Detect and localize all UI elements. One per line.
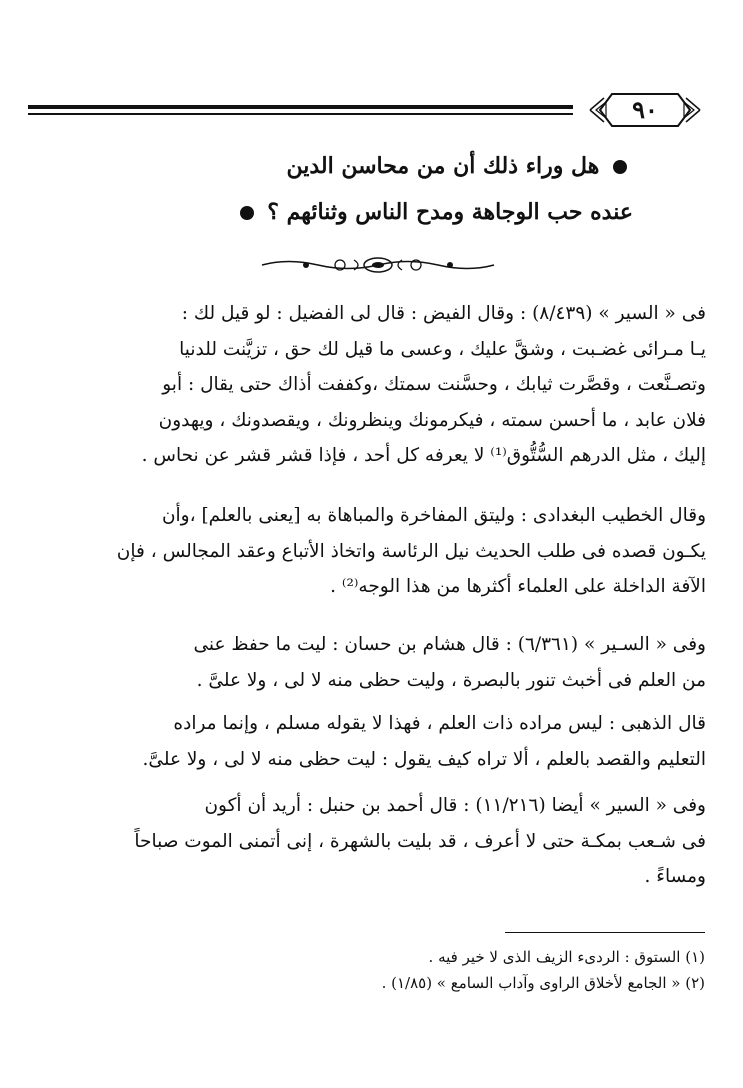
paragraph-line: إليك ، مثل الدرهم السُّتُّوق⁽¹⁾ لا يعرفه كل أحد ، فإذا قشر قشر عن نحاس .: [141, 445, 706, 466]
header-rule-thick: [28, 105, 573, 109]
footnote-2: (٢) « الجامع لأخلاق الراوى وآداب السامع » (١/٨٥) .: [381, 974, 705, 992]
footnotes: [145, 944, 705, 996]
page-number: ٩٠: [632, 95, 658, 124]
paragraph-line: التعليم والقصد بالعلم ، ألا تراه كيف يقول : ليت حظى منه لا لى ، ولا علىَّ.: [142, 748, 706, 770]
paragraph-2: [44, 498, 706, 605]
paragraph-5: [44, 788, 706, 895]
paragraph-3: [44, 627, 706, 698]
paragraph-line: يكـون قصده فى طلب الحديث نيل الرئاسة واتخاذ الأتباع وعقد المجالس ، فإن: [116, 540, 706, 562]
page-header: [28, 86, 720, 136]
footnote-1: (١) الستوق : الردىء الزيف الذى لا خير فيه .: [428, 948, 705, 966]
paragraph-line: فلان عابد ، ما أحسن سمته ، فيكرمونك وينظرونك ، ويقصدونك ، ويهدون: [158, 409, 706, 431]
paragraph-1: [44, 296, 706, 474]
bullet-icon: [613, 160, 627, 174]
paragraph-line: من العلم فى أخبث تنور بالبصرة ، وليت حظى منه لا لى ، ولا علىَّ .: [196, 669, 706, 691]
paragraph-line: وفى « السير » أيضا (١١/٢١٦) : قال أحمد بن حنبل : أريد أن أكون: [204, 795, 706, 816]
paragraph-line: فى « السير » (٨/٤٣٩) : وقال الفيض : قال لى الفضيل : لو قيل لك :: [181, 303, 706, 324]
paragraph-line: ومساءً .: [644, 866, 706, 887]
question-line-2: [113, 199, 633, 225]
paragraph-line: يـا مـرائى غضـبت ، وشقَّ عليك ، وعسى ما قيل لك حق ، تزيَّنت للدنيا: [179, 338, 706, 360]
question-line-1: [113, 153, 633, 179]
paragraph-line: فى شـعب بمكـة حتى لا أعرف ، قد بليت بالشهرة ، إنى أتمنى الموت صباحاً: [134, 830, 706, 852]
footnote-divider: [505, 932, 705, 933]
header-rule-thin: [28, 113, 573, 115]
page-number-badge: [586, 88, 704, 132]
paragraph-line: الآفة الداخلة على العلماء أكثرها من هذا الوجه⁽²⁾ .: [330, 576, 706, 597]
paragraph-line: وفى « السـير » (٦/٣٦١) : قال هشام بن حسان : ليت ما حفظ عنى: [193, 634, 706, 655]
paragraph-line: قال الذهبى : ليس مراده ذات العلم ، فهذا لا يقوله مسلم ، وإنما مراده: [173, 713, 706, 734]
question-line-2-text: عنده حب الوجاهة ومدح الناس وثنائهم ؟: [267, 199, 633, 225]
question-line-1-text: هل وراء ذلك أن من محاسن الدين: [286, 153, 600, 179]
bullet-icon: [240, 206, 254, 220]
paragraph-line: وقال الخطيب البغدادى : وليتق المفاخرة والمباهاة به [يعنى بالعلم] ،وأن: [161, 505, 706, 526]
paragraph-4: [44, 706, 706, 777]
paragraph-line: وتصـنَّعت ، وقصَّرت ثيابك ، وحسَّنت سمتك ،وكففت أذاك حتى يقال : أبو: [162, 374, 706, 395]
ornament-divider-icon: [258, 254, 498, 276]
